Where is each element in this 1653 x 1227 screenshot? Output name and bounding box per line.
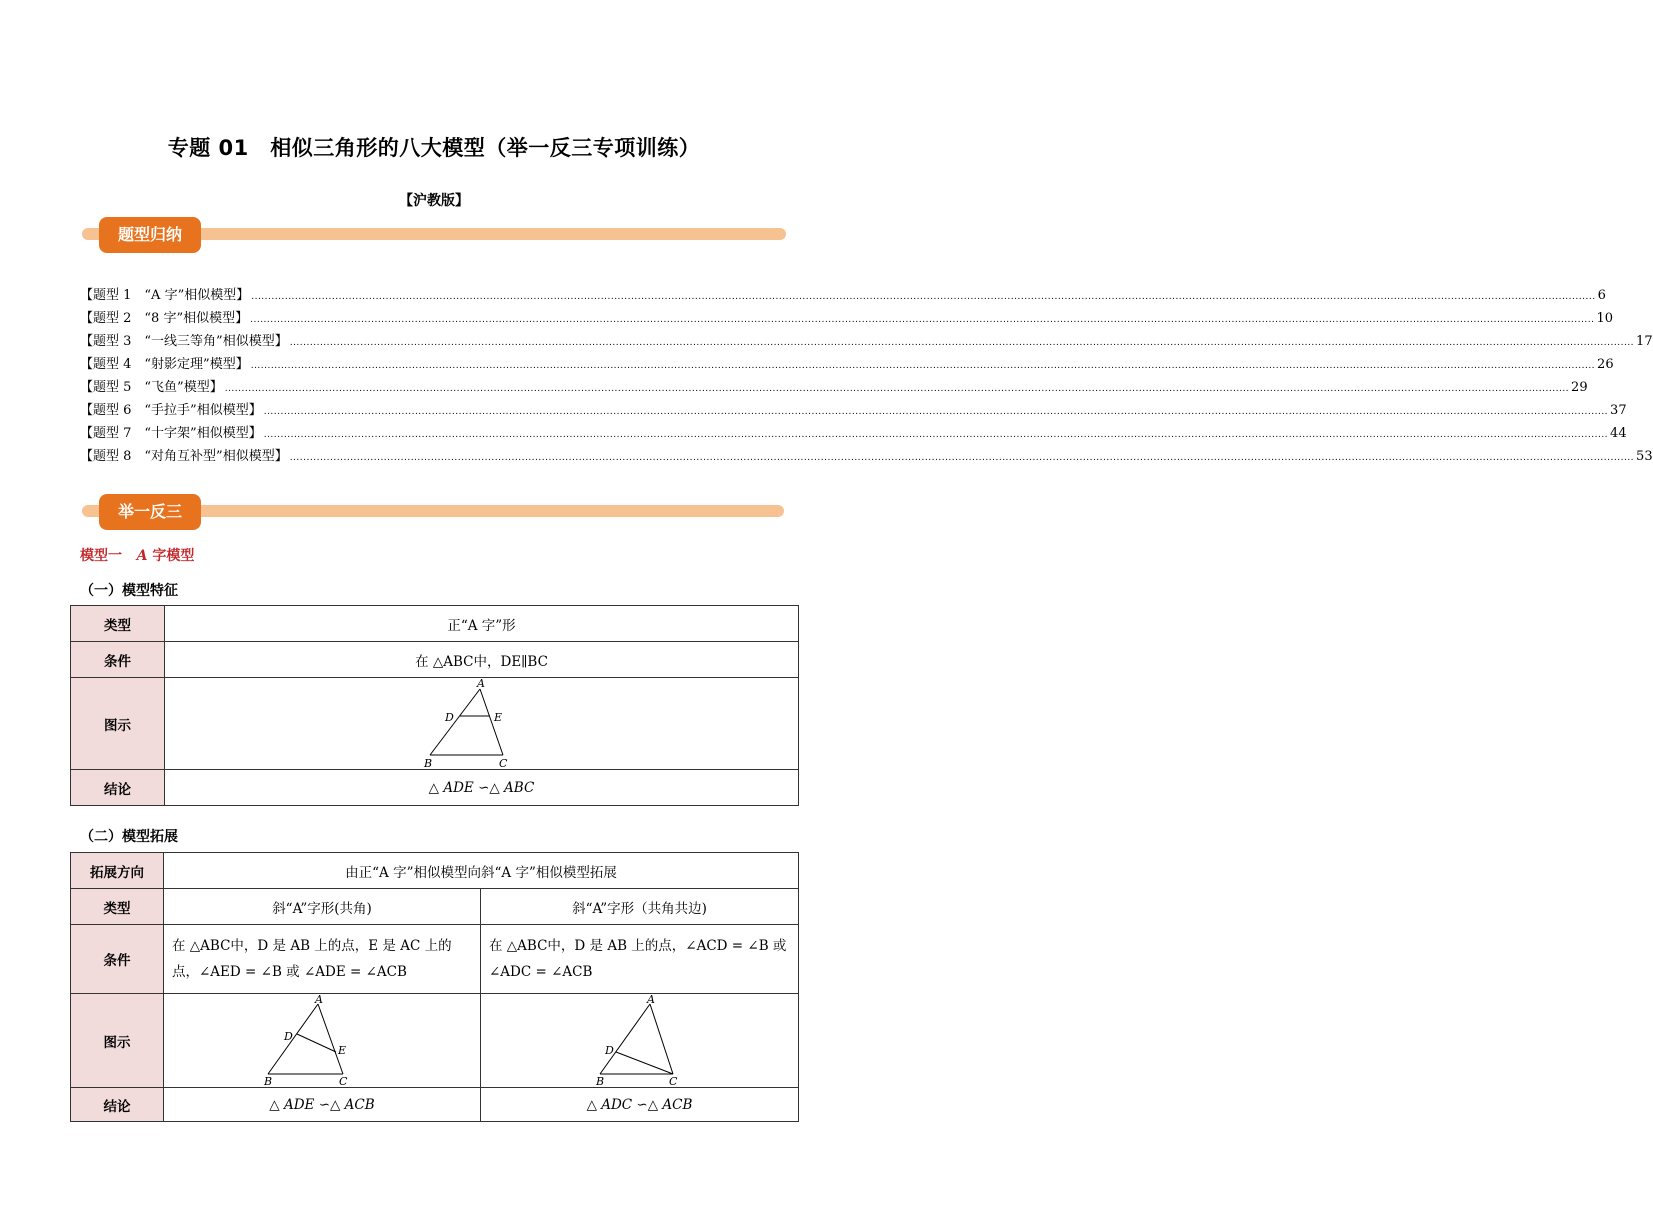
toc-entry[interactable] [80, 307, 1613, 330]
model-prefix: 模型一 [80, 548, 122, 564]
type-value: 正“A 字”形 [165, 606, 799, 642]
toc-leader-dots: ................................................................................................................................................................................................................................................................................................................................................................................................................ [263, 430, 1609, 440]
ext-conclusion-head: 结论 [71, 1088, 164, 1122]
ext-type-head: 类型 [71, 889, 164, 925]
model-extension-table [70, 852, 799, 1122]
label-D: D [444, 710, 454, 724]
oblique-a-shape-figure [262, 992, 382, 1088]
condition-value: 在 △ABC中，DE∥BC [165, 642, 799, 678]
ext-condition-head: 条件 [71, 925, 164, 994]
ext-figure-head: 图示 [71, 994, 164, 1088]
type-right: 斜“A”字形（共角共边) [481, 889, 799, 925]
toc-entry-label[interactable]: 【题型 1 “A 字”相似模型】 [80, 288, 250, 303]
direction-head: 拓展方向 [71, 853, 164, 889]
toc-leader-dots: ................................................................................................................................................................................................................................................................................................................................................................................................................ [250, 361, 1596, 371]
subsection-features: （一）模型特征 [80, 583, 178, 599]
toc-entry[interactable] [80, 376, 1588, 399]
type-left: 斜“A”字形(共角) [164, 889, 481, 925]
toc-entry-page: 53 [1636, 449, 1653, 464]
figure-head: 图示 [71, 678, 165, 770]
label-C: C [498, 756, 507, 770]
label-A: A [476, 676, 485, 690]
section-pill-summary: 题型归纳 [99, 217, 201, 253]
toc-leader-dots: ................................................................................................................................................................................................................................................................................................................................................................................................................ [289, 338, 1635, 348]
label-A: A [315, 992, 323, 1006]
toc-entry[interactable] [80, 399, 1627, 422]
toc-entry-label[interactable]: 【题型 7 “十字架”相似模型】 [80, 426, 262, 441]
model-letter: A [136, 548, 148, 564]
toc-entry-page: 44 [1610, 426, 1627, 441]
label-B: B [423, 756, 432, 770]
conclusion-value: △ ADE ∽△ ABC [165, 770, 799, 806]
conclusion-left: △ ADE ∽△ ACB [164, 1088, 481, 1122]
a-shape-triangle-figure [412, 676, 552, 770]
subsection-extension: （二）模型拓展 [80, 829, 178, 845]
toc-leader-dots: ................................................................................................................................................................................................................................................................................................................................................................................................................ [251, 292, 1596, 302]
toc-entry[interactable] [80, 445, 1653, 468]
toc-entry[interactable] [80, 422, 1627, 445]
type-head: 类型 [71, 606, 165, 642]
model-name: 字模型 [147, 548, 195, 564]
figure-cell [165, 678, 799, 770]
toc-entry-label[interactable]: 【题型 6 “手拉手”相似模型】 [80, 403, 262, 418]
toc-leader-dots: ................................................................................................................................................................................................................................................................................................................................................................................................................ [289, 453, 1635, 463]
label-B: B [264, 1074, 273, 1088]
toc-entry[interactable] [80, 353, 1614, 376]
label-E: E [338, 1043, 347, 1057]
toc-entry-page: 10 [1596, 311, 1613, 326]
toc-entry-label[interactable]: 【题型 3 “一线三等角”相似模型】 [80, 334, 288, 349]
section-pill-examples: 举一反三 [99, 494, 201, 530]
figure-left-cell [164, 994, 481, 1088]
table-of-contents [80, 284, 1653, 468]
toc-entry-page: 17 [1636, 334, 1653, 349]
direction-value: 由正“A 字”相似模型向斜“A 字”相似模型拓展 [164, 853, 799, 889]
condition-right: 在 △ABC中，D 是 AB 上的点，∠ACD = ∠B 或 ∠ADC = ∠ACB [481, 925, 799, 994]
condition-head: 条件 [71, 642, 165, 678]
edition-label: 【沪教版】 [399, 193, 469, 209]
toc-leader-dots: ................................................................................................................................................................................................................................................................................................................................................................................................................ [224, 384, 1570, 394]
toc-entry-label[interactable]: 【题型 2 “8 字”相似模型】 [80, 311, 249, 326]
toc-entry-page: 29 [1571, 380, 1588, 395]
label-D: D [284, 1029, 293, 1043]
conclusion-head: 结论 [71, 770, 165, 806]
toc-entry-label[interactable]: 【题型 4 “射影定理”模型】 [80, 357, 249, 372]
toc-entry-page: 37 [1610, 403, 1627, 418]
label-B: B [595, 1074, 604, 1088]
shared-side-a-shape-figure [580, 992, 700, 1088]
label-C: C [668, 1074, 677, 1088]
model-heading [80, 545, 194, 565]
label-D: D [604, 1043, 614, 1057]
page-title: 专题 01 相似三角形的八大模型（举一反三专项训练） [167, 136, 701, 160]
toc-entry[interactable] [80, 330, 1653, 353]
label-E: E [493, 710, 502, 724]
toc-leader-dots: ................................................................................................................................................................................................................................................................................................................................................................................................................ [263, 407, 1609, 417]
condition-left: 在 △ABC中，D 是 AB 上的点，E 是 AC 上的点，∠AED = ∠B 或 ∠ADE = ∠ACB [164, 925, 481, 994]
toc-entry[interactable] [80, 284, 1606, 307]
toc-entry-page: 6 [1597, 288, 1606, 303]
label-C: C [339, 1074, 348, 1088]
conclusion-right: △ ADC ∽△ ACB [481, 1088, 799, 1122]
model-features-table [70, 605, 799, 806]
toc-entry-page: 26 [1597, 357, 1614, 372]
figure-right-cell [481, 994, 799, 1088]
label-A: A [646, 992, 655, 1006]
toc-leader-dots: ................................................................................................................................................................................................................................................................................................................................................................................................................ [250, 315, 1595, 325]
toc-entry-label[interactable]: 【题型 5 “飞鱼”模型】 [80, 380, 223, 395]
toc-entry-label[interactable]: 【题型 8 “对角互补型”相似模型】 [80, 449, 288, 464]
